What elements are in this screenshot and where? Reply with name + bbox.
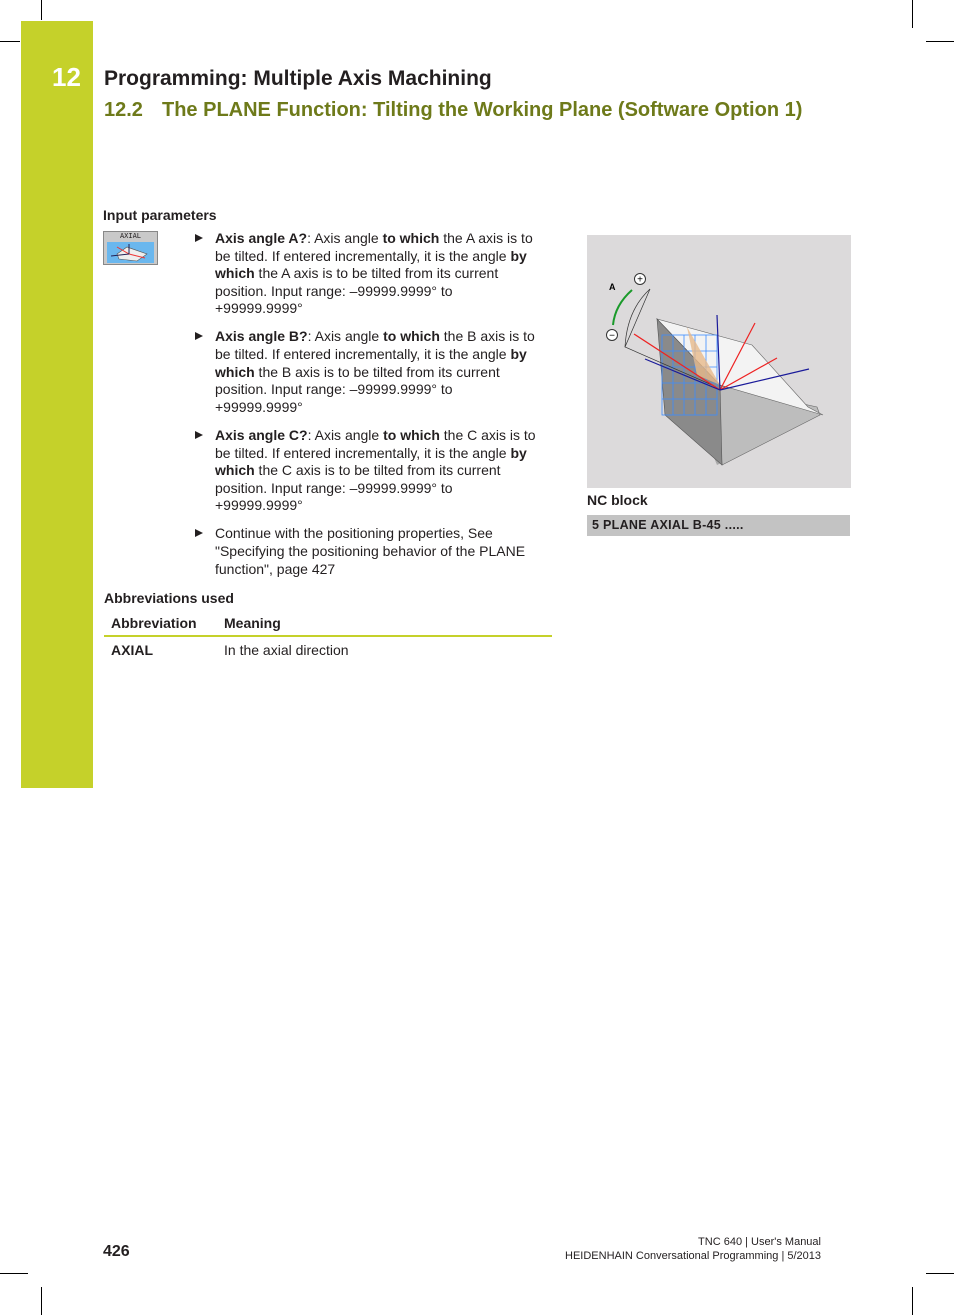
text: : Axis angle [307, 426, 384, 443]
tilted-plane-diagram [587, 235, 851, 488]
text: the B axis is to be tilted. If entered incrementally, it is the angle [215, 328, 535, 363]
section-title [104, 99, 802, 122]
chapter-title: Programming: Multiple Axis Machining [104, 67, 492, 90]
text: the A axis is to be tilted from its current position. Input range: –99999.9999° to +99999.9999° [215, 265, 499, 317]
list-item [195, 427, 540, 515]
input-parameters-heading: Input parameters [103, 207, 217, 223]
footer-text [565, 1235, 821, 1263]
crop-mark [912, 1287, 913, 1315]
param-name: Axis angle B? [215, 328, 308, 345]
bullet-icon [195, 332, 203, 340]
rotation-arrow [613, 290, 632, 325]
text: by which [215, 346, 527, 380]
crop-mark [912, 0, 913, 28]
param-name: Axis angle C? [215, 426, 308, 443]
text: the C axis is to be tilted. If entered incrementally, it is the angle [215, 426, 536, 461]
text: the A axis is to be tilted. If entered incrementally, it is the angle [215, 230, 533, 264]
axis-label: A [609, 282, 616, 292]
bullet-icon [195, 234, 203, 242]
text: to which [383, 426, 440, 443]
chapter-tab [21, 21, 93, 788]
list-item [195, 328, 540, 416]
footer-line: HEIDENHAIN Conversational Programming | 5/2013 [565, 1250, 821, 1262]
text: by which [215, 444, 527, 479]
crop-mark [926, 41, 954, 42]
abbreviations-heading: Abbreviations used [104, 590, 234, 606]
footer-line: TNC 640 | User's Manual [698, 1236, 821, 1248]
crop-mark [41, 0, 42, 20]
text: to which [383, 328, 440, 345]
list-item [195, 525, 540, 578]
meaning-cell: In the axial direction [224, 642, 349, 658]
text: : Axis angle [307, 328, 384, 345]
list-item [195, 230, 540, 318]
plus-label: + [637, 274, 643, 286]
column-header: Abbreviation [104, 612, 217, 636]
text: : Axis angle [307, 230, 383, 246]
nc-block-heading: NC block [587, 492, 648, 508]
abbreviation-cell: AXIAL [111, 642, 153, 658]
chapter-number: 12 [52, 62, 81, 92]
bullet-icon [195, 529, 203, 537]
text: the C axis is to be tilted from its current position. Input range: –99999.9999° to +99999.9999° [215, 462, 501, 514]
text: by which [215, 247, 527, 282]
bullet-icon [195, 431, 203, 439]
crop-mark [0, 41, 20, 42]
param-name: Axis angle A? [215, 230, 308, 246]
abbreviations-table [104, 612, 552, 663]
page-number: 426 [103, 1243, 130, 1260]
axial-diagram-icon [107, 242, 154, 263]
axial-softkey-icon [103, 231, 158, 265]
crop-mark [926, 1273, 954, 1274]
input-parameter-list [195, 230, 540, 589]
crop-mark [0, 1273, 28, 1274]
text: the B axis is to be tilted from its current position. Input range: –99999.9999° to +99999.9999° [215, 363, 500, 415]
crop-mark [41, 1287, 42, 1315]
section-number: 12.2 [104, 99, 143, 121]
column-header: Meaning [217, 612, 552, 636]
section-title-text: The PLANE Function: Tilting the Working Plane (Software Option 1) [162, 99, 803, 121]
minus-label: − [609, 330, 615, 342]
table-row [104, 636, 552, 663]
nc-block-code: 5 PLANE AXIAL B-45 ..... [587, 515, 850, 536]
plane-axial-figure [587, 235, 851, 488]
text: to which [382, 230, 440, 246]
continue-text: Continue with the positioning properties, See "Specifying the positioning behavior of the PLANE function", page 427 [215, 525, 526, 577]
axial-icon-label: AXIAL [119, 232, 142, 240]
